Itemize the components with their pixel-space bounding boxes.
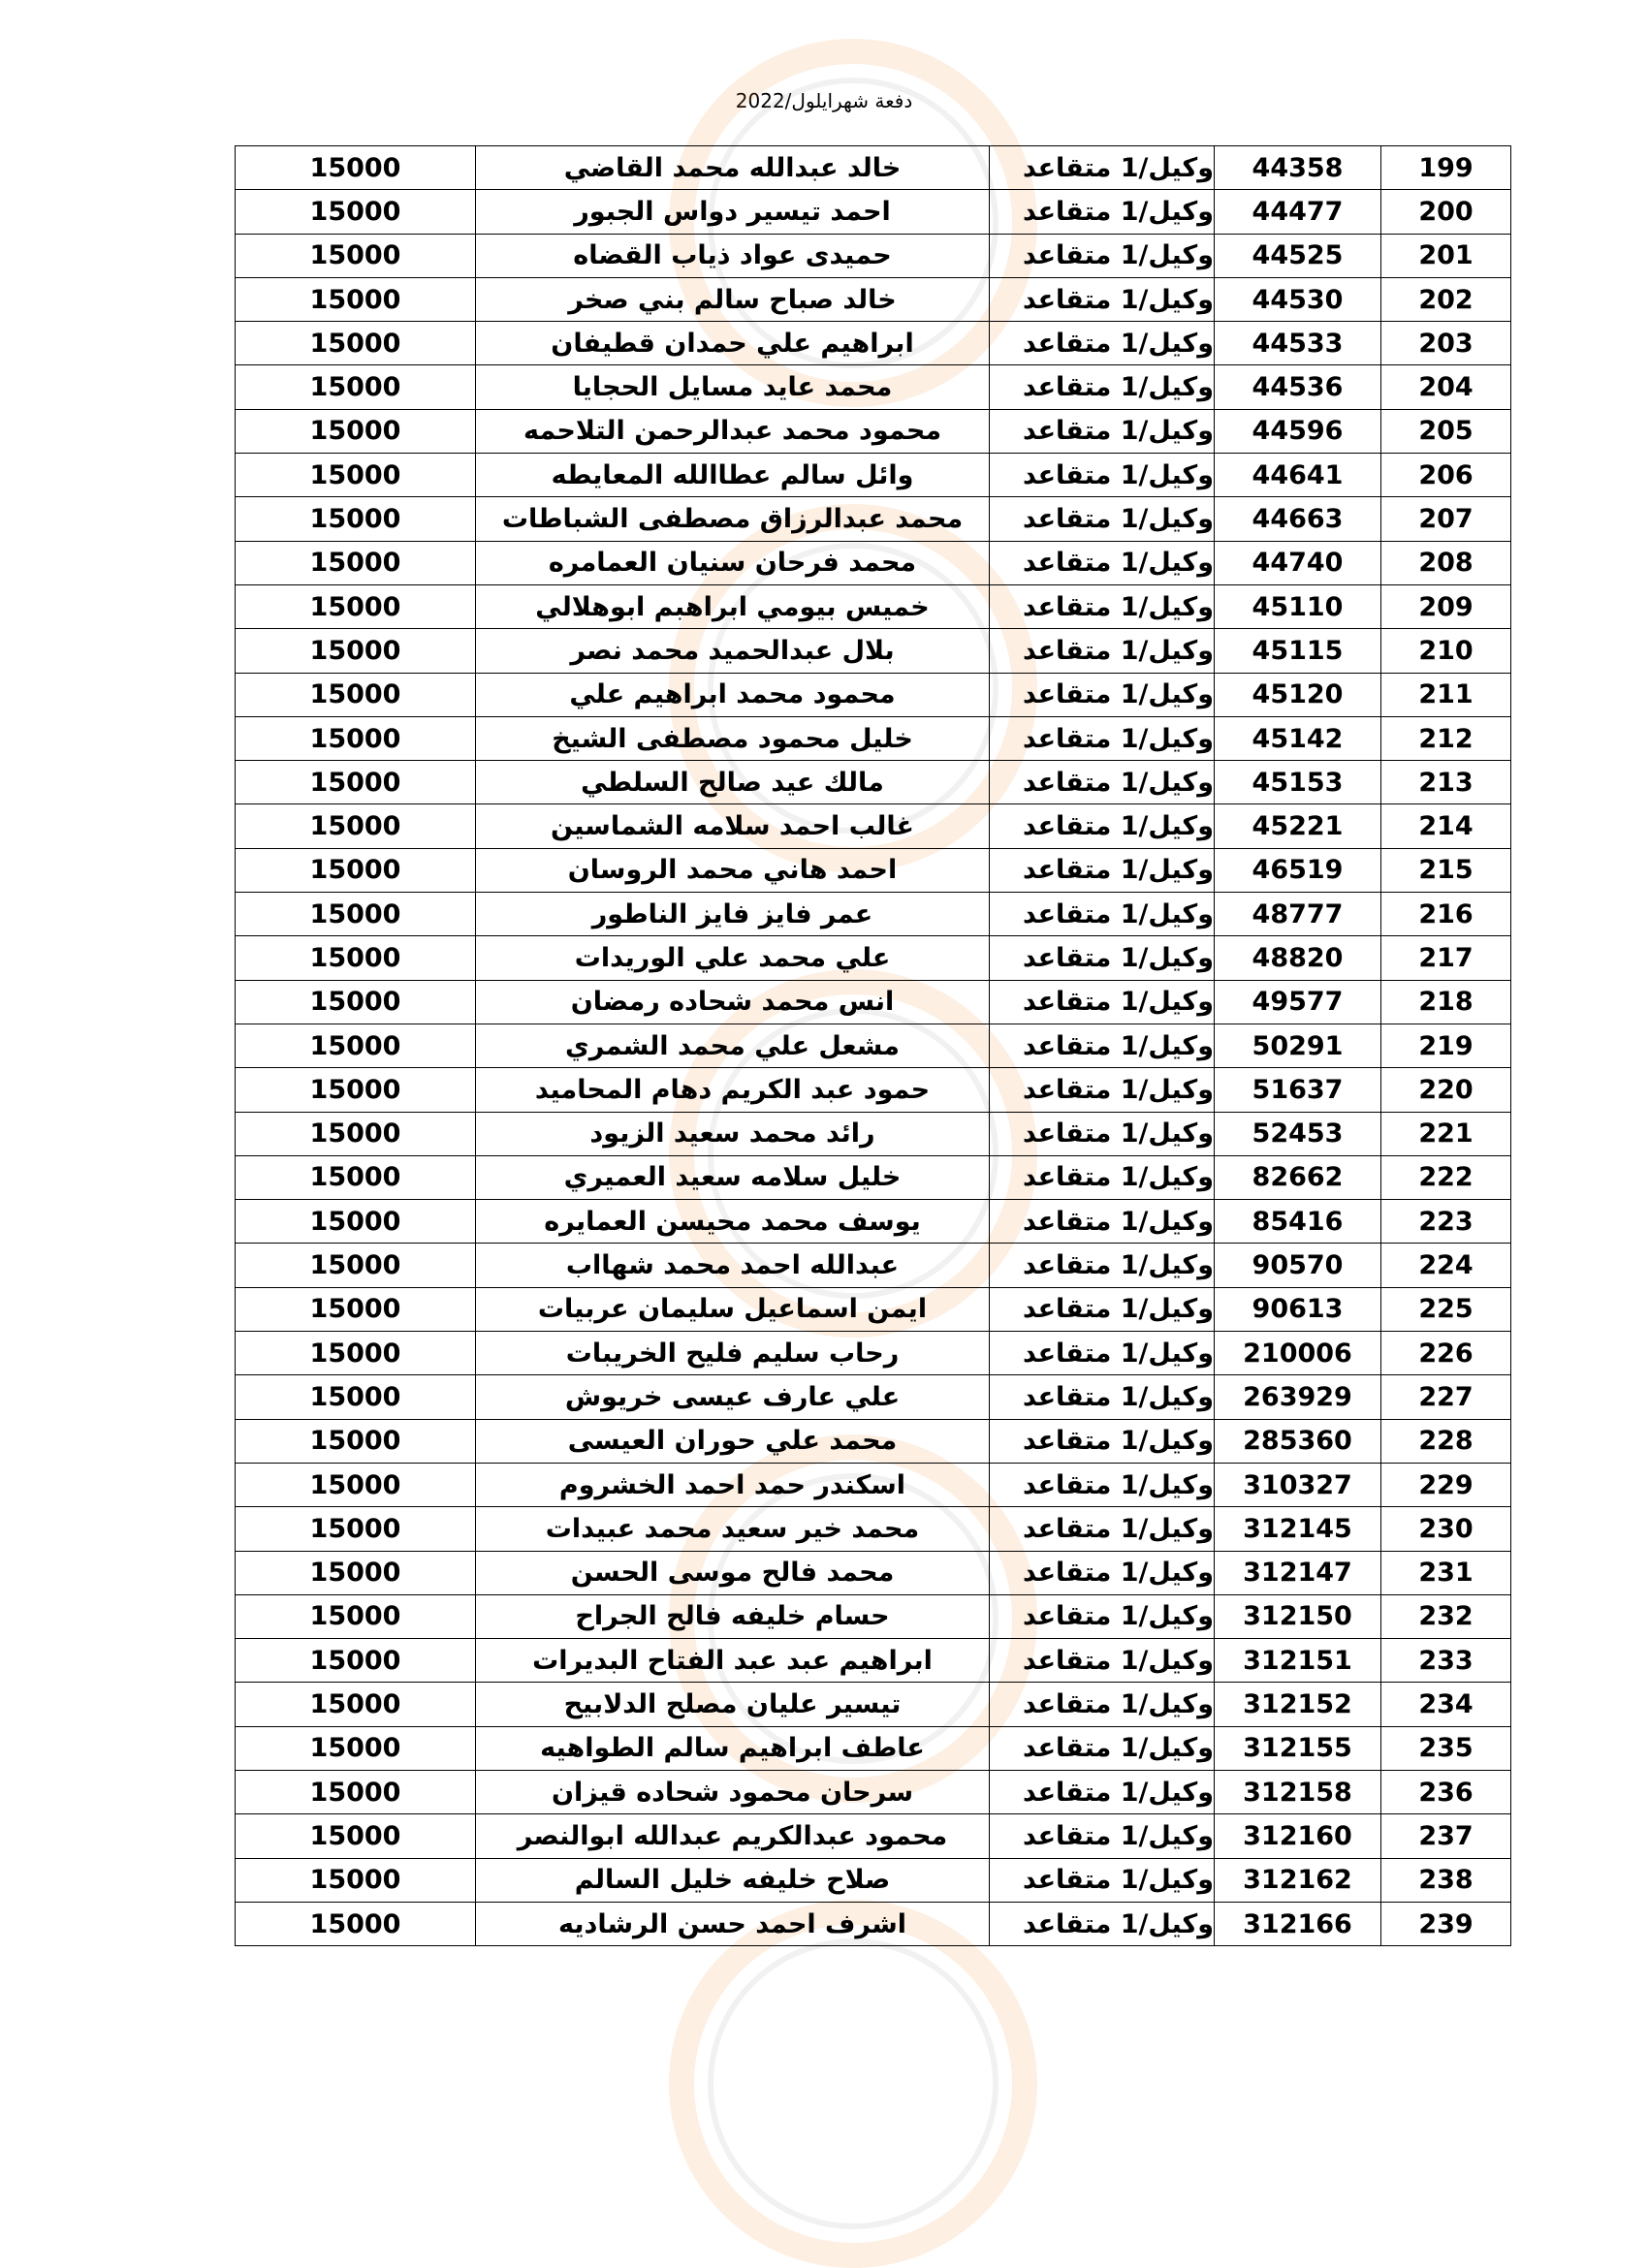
rank-cell: وكيل/1 متقاعد	[990, 1112, 1215, 1155]
rank-cell: وكيل/1 متقاعد	[990, 1814, 1215, 1858]
name-cell: مالك عيد صالح السلطي	[476, 761, 990, 804]
military-number-cell: 44530	[1215, 277, 1381, 321]
amount-cell: 15000	[236, 1683, 476, 1726]
military-number-cell: 263929	[1215, 1375, 1381, 1419]
sequence-cell: 211	[1381, 673, 1511, 716]
amount-cell: 15000	[236, 1419, 476, 1463]
name-cell: احمد هاني محمد الروسان	[476, 848, 990, 892]
amount-cell: 15000	[236, 893, 476, 936]
page-title: دفعة شهرايلول/2022	[735, 89, 913, 112]
sequence-cell: 206	[1381, 454, 1511, 497]
sequence-cell: 201	[1381, 234, 1511, 277]
rank-cell: وكيل/1 متقاعد	[990, 277, 1215, 321]
military-number-cell: 85416	[1215, 1200, 1381, 1244]
table-row	[236, 1683, 1511, 1726]
table-row	[236, 1507, 1511, 1551]
military-number-cell: 48777	[1215, 893, 1381, 936]
watermark-logo	[669, 1900, 1037, 2268]
name-cell: سرحان محمود شحاده قيزان	[476, 1770, 990, 1813]
rank-cell: وكيل/1 متقاعد	[990, 804, 1215, 848]
military-number-cell: 50291	[1215, 1024, 1381, 1067]
name-cell: محمد عبدالرزاق مصطفى الشباطات	[476, 497, 990, 541]
table-row	[236, 673, 1511, 716]
table-row	[236, 541, 1511, 584]
name-cell: اسكندر حمد احمد الخشروم	[476, 1463, 990, 1506]
rank-cell: وكيل/1 متقاعد	[990, 584, 1215, 628]
military-number-cell: 45120	[1215, 673, 1381, 716]
rank-cell: وكيل/1 متقاعد	[990, 629, 1215, 673]
name-cell: محمد علي حوران العيسى	[476, 1419, 990, 1463]
rank-cell: وكيل/1 متقاعد	[990, 190, 1215, 234]
amount-cell: 15000	[236, 1814, 476, 1858]
name-cell: عاطف ابراهيم سالم الطواهيه	[476, 1726, 990, 1770]
table-row	[236, 629, 1511, 673]
table-row	[236, 1594, 1511, 1638]
rank-cell: وكيل/1 متقاعد	[990, 1639, 1215, 1683]
name-cell: خالد عبدالله محمد القاضي	[476, 146, 990, 190]
rank-cell: وكيل/1 متقاعد	[990, 761, 1215, 804]
amount-cell: 15000	[236, 1024, 476, 1067]
rank-cell: وكيل/1 متقاعد	[990, 409, 1215, 453]
amount-cell: 15000	[236, 365, 476, 409]
name-cell: غالب احمد سلامه الشماسين	[476, 804, 990, 848]
table-row	[236, 1244, 1511, 1287]
rank-cell: وكيل/1 متقاعد	[990, 1068, 1215, 1112]
rank-cell: وكيل/1 متقاعد	[990, 234, 1215, 277]
military-number-cell: 312151	[1215, 1639, 1381, 1683]
name-cell: محمود عبدالكريم عبدالله ابوالنصر	[476, 1814, 990, 1858]
name-cell: وائل سالم عطاالله المعايطه	[476, 454, 990, 497]
rank-cell: وكيل/1 متقاعد	[990, 497, 1215, 541]
sequence-cell: 215	[1381, 848, 1511, 892]
amount-cell: 15000	[236, 716, 476, 760]
sequence-cell: 199	[1381, 146, 1511, 190]
sequence-cell: 217	[1381, 936, 1511, 980]
amount-cell: 15000	[236, 1551, 476, 1594]
amount-cell: 15000	[236, 277, 476, 321]
amount-cell: 15000	[236, 234, 476, 277]
sequence-cell: 228	[1381, 1419, 1511, 1463]
military-number-cell: 310327	[1215, 1463, 1381, 1506]
military-number-cell: 44740	[1215, 541, 1381, 584]
table-row	[236, 190, 1511, 234]
rank-cell: وكيل/1 متقاعد	[990, 1594, 1215, 1638]
rank-cell: وكيل/1 متقاعد	[990, 1507, 1215, 1551]
name-cell: خليل سلامه سعيد العميري	[476, 1155, 990, 1199]
table-row	[236, 893, 1511, 936]
military-number-cell: 48820	[1215, 936, 1381, 980]
rank-cell: وكيل/1 متقاعد	[990, 1419, 1215, 1463]
name-cell: تيسير عليان مصلح الدلابيح	[476, 1683, 990, 1726]
name-cell: حمود عبد الكريم دهام المحاميد	[476, 1068, 990, 1112]
military-number-cell: 90570	[1215, 1244, 1381, 1287]
table-row	[236, 1375, 1511, 1419]
military-number-cell: 52453	[1215, 1112, 1381, 1155]
military-number-cell: 45115	[1215, 629, 1381, 673]
sequence-cell: 237	[1381, 1814, 1511, 1858]
amount-cell: 15000	[236, 322, 476, 365]
rank-cell: وكيل/1 متقاعد	[990, 893, 1215, 936]
sequence-cell: 218	[1381, 980, 1511, 1024]
military-number-cell: 312160	[1215, 1814, 1381, 1858]
rank-cell: وكيل/1 متقاعد	[990, 673, 1215, 716]
amount-cell: 15000	[236, 584, 476, 628]
name-cell: علي عارف عيسى خريوش	[476, 1375, 990, 1419]
military-number-cell: 44536	[1215, 365, 1381, 409]
name-cell: رائد محمد سعيد الزيود	[476, 1112, 990, 1155]
rank-cell: وكيل/1 متقاعد	[990, 146, 1215, 190]
rank-cell: وكيل/1 متقاعد	[990, 980, 1215, 1024]
sequence-cell: 239	[1381, 1902, 1511, 1945]
table-row	[236, 761, 1511, 804]
amount-cell: 15000	[236, 1375, 476, 1419]
table-row	[236, 277, 1511, 321]
sequence-cell: 205	[1381, 409, 1511, 453]
sequence-cell: 226	[1381, 1332, 1511, 1375]
sequence-cell: 213	[1381, 761, 1511, 804]
rank-cell: وكيل/1 متقاعد	[990, 1287, 1215, 1331]
name-cell: انس محمد شحاده رمضان	[476, 980, 990, 1024]
name-cell: محمد خير سعيد محمد عبيدات	[476, 1507, 990, 1551]
name-cell: ايمن اسماعيل سليمان عربيات	[476, 1287, 990, 1331]
name-cell: محمد فرحان سنيان العمامره	[476, 541, 990, 584]
sequence-cell: 200	[1381, 190, 1511, 234]
amount-cell: 15000	[236, 190, 476, 234]
name-cell: محمد فالح موسى الحسن	[476, 1551, 990, 1594]
table-row	[236, 1639, 1511, 1683]
rank-cell: وكيل/1 متقاعد	[990, 1200, 1215, 1244]
rank-cell: وكيل/1 متقاعد	[990, 1902, 1215, 1945]
table-row	[236, 454, 1511, 497]
rank-cell: وكيل/1 متقاعد	[990, 454, 1215, 497]
sequence-cell: 238	[1381, 1858, 1511, 1902]
military-number-cell: 285360	[1215, 1419, 1381, 1463]
rank-cell: وكيل/1 متقاعد	[990, 1332, 1215, 1375]
table-row	[236, 322, 1511, 365]
name-cell: حسام خليفه فالح الجراح	[476, 1594, 990, 1638]
amount-cell: 15000	[236, 1858, 476, 1902]
name-cell: مشعل علي محمد الشمري	[476, 1024, 990, 1067]
amount-cell: 15000	[236, 1112, 476, 1155]
table-row	[236, 1858, 1511, 1902]
military-number-cell: 51637	[1215, 1068, 1381, 1112]
rank-cell: وكيل/1 متقاعد	[990, 1024, 1215, 1067]
military-number-cell: 312147	[1215, 1551, 1381, 1594]
sequence-cell: 236	[1381, 1770, 1511, 1813]
military-number-cell: 312166	[1215, 1902, 1381, 1945]
amount-cell: 15000	[236, 1507, 476, 1551]
amount-cell: 15000	[236, 1068, 476, 1112]
table-row	[236, 234, 1511, 277]
rank-cell: وكيل/1 متقاعد	[990, 1375, 1215, 1419]
table-row	[236, 716, 1511, 760]
amount-cell: 15000	[236, 1639, 476, 1683]
sequence-cell: 227	[1381, 1375, 1511, 1419]
military-number-cell: 312152	[1215, 1683, 1381, 1726]
military-number-cell: 45153	[1215, 761, 1381, 804]
amount-cell: 15000	[236, 1332, 476, 1375]
sequence-cell: 233	[1381, 1639, 1511, 1683]
table-row	[236, 1463, 1511, 1506]
table-row	[236, 1024, 1511, 1067]
sequence-cell: 222	[1381, 1155, 1511, 1199]
table-row	[236, 1155, 1511, 1199]
name-cell: محمود محمد عبدالرحمن التلاحمه	[476, 409, 990, 453]
military-number-cell: 82662	[1215, 1155, 1381, 1199]
rank-cell: وكيل/1 متقاعد	[990, 936, 1215, 980]
sequence-cell: 223	[1381, 1200, 1511, 1244]
sequence-cell: 212	[1381, 716, 1511, 760]
amount-cell: 15000	[236, 541, 476, 584]
amount-cell: 15000	[236, 980, 476, 1024]
rank-cell: وكيل/1 متقاعد	[990, 1858, 1215, 1902]
table-row	[236, 1902, 1511, 1945]
name-cell: عمر فايز فايز الناطور	[476, 893, 990, 936]
amount-cell: 15000	[236, 454, 476, 497]
amount-cell: 15000	[236, 146, 476, 190]
table-row	[236, 1814, 1511, 1858]
name-cell: ابراهيم عبد عبد الفتاح البديرات	[476, 1639, 990, 1683]
table-row	[236, 1332, 1511, 1375]
name-cell: يوسف محمد محيسن العمايره	[476, 1200, 990, 1244]
military-number-cell: 45221	[1215, 804, 1381, 848]
table-row	[236, 1419, 1511, 1463]
amount-cell: 15000	[236, 1902, 476, 1945]
military-number-cell: 44641	[1215, 454, 1381, 497]
name-cell: احمد تيسير دواس الجبور	[476, 190, 990, 234]
sequence-cell: 202	[1381, 277, 1511, 321]
military-number-cell: 44525	[1215, 234, 1381, 277]
amount-cell: 15000	[236, 1155, 476, 1199]
table-row	[236, 848, 1511, 892]
sequence-cell: 220	[1381, 1068, 1511, 1112]
table-row	[236, 980, 1511, 1024]
amount-cell: 15000	[236, 804, 476, 848]
name-cell: خالد صباح سالم بني صخر	[476, 277, 990, 321]
military-number-cell: 312158	[1215, 1770, 1381, 1813]
amount-cell: 15000	[236, 1200, 476, 1244]
table-row	[236, 409, 1511, 453]
rank-cell: وكيل/1 متقاعد	[990, 1463, 1215, 1506]
rank-cell: وكيل/1 متقاعد	[990, 541, 1215, 584]
sequence-cell: 231	[1381, 1551, 1511, 1594]
amount-cell: 15000	[236, 1244, 476, 1287]
sequence-cell: 230	[1381, 1507, 1511, 1551]
name-cell: محمد عايد مسايل الحجايا	[476, 365, 990, 409]
sequence-cell: 204	[1381, 365, 1511, 409]
sequence-cell: 219	[1381, 1024, 1511, 1067]
table-row	[236, 936, 1511, 980]
rank-cell: وكيل/1 متقاعد	[990, 1551, 1215, 1594]
rank-cell: وكيل/1 متقاعد	[990, 1683, 1215, 1726]
military-number-cell: 312150	[1215, 1594, 1381, 1638]
rank-cell: وكيل/1 متقاعد	[990, 322, 1215, 365]
table-row	[236, 1200, 1511, 1244]
name-cell: رحاب سليم فليح الخريبات	[476, 1332, 990, 1375]
name-cell: محمود محمد ابراهيم علي	[476, 673, 990, 716]
military-number-cell: 44358	[1215, 146, 1381, 190]
table-row	[236, 146, 1511, 190]
table-row	[236, 1770, 1511, 1813]
sequence-cell: 209	[1381, 584, 1511, 628]
table-row	[236, 1068, 1511, 1112]
table-body	[236, 146, 1511, 1946]
military-number-cell: 44477	[1215, 190, 1381, 234]
sequence-cell: 208	[1381, 541, 1511, 584]
table-row	[236, 1551, 1511, 1594]
name-cell: ابراهيم علي حمدان قطيفان	[476, 322, 990, 365]
name-cell: بلال عبدالحميد محمد نصر	[476, 629, 990, 673]
military-number-cell: 312145	[1215, 1507, 1381, 1551]
sequence-cell: 225	[1381, 1287, 1511, 1331]
rank-cell: وكيل/1 متقاعد	[990, 1244, 1215, 1287]
table-row	[236, 804, 1511, 848]
payment-table	[235, 145, 1511, 1946]
rank-cell: وكيل/1 متقاعد	[990, 1726, 1215, 1770]
name-cell: عبدالله احمد محمد شهااب	[476, 1244, 990, 1287]
rank-cell: وكيل/1 متقاعد	[990, 1155, 1215, 1199]
table-row	[236, 584, 1511, 628]
sequence-cell: 229	[1381, 1463, 1511, 1506]
amount-cell: 15000	[236, 1726, 476, 1770]
military-number-cell: 45110	[1215, 584, 1381, 628]
amount-cell: 15000	[236, 1287, 476, 1331]
sequence-cell: 216	[1381, 893, 1511, 936]
amount-cell: 15000	[236, 761, 476, 804]
name-cell: خميس بيومي ابراهبم ابوهلالي	[476, 584, 990, 628]
amount-cell: 15000	[236, 409, 476, 453]
amount-cell: 15000	[236, 1463, 476, 1506]
military-number-cell: 312155	[1215, 1726, 1381, 1770]
table-row	[236, 365, 1511, 409]
sequence-cell: 214	[1381, 804, 1511, 848]
military-number-cell: 44663	[1215, 497, 1381, 541]
amount-cell: 15000	[236, 848, 476, 892]
rank-cell: وكيل/1 متقاعد	[990, 365, 1215, 409]
name-cell: حميدى عواد ذياب القضاه	[476, 234, 990, 277]
sequence-cell: 203	[1381, 322, 1511, 365]
amount-cell: 15000	[236, 936, 476, 980]
amount-cell: 15000	[236, 1770, 476, 1813]
rank-cell: وكيل/1 متقاعد	[990, 848, 1215, 892]
sequence-cell: 224	[1381, 1244, 1511, 1287]
sequence-cell: 207	[1381, 497, 1511, 541]
military-number-cell: 210006	[1215, 1332, 1381, 1375]
name-cell: اشرف احمد حسن الرشاديه	[476, 1902, 990, 1945]
amount-cell: 15000	[236, 673, 476, 716]
table-row	[236, 1112, 1511, 1155]
sequence-cell: 234	[1381, 1683, 1511, 1726]
military-number-cell: 49577	[1215, 980, 1381, 1024]
sequence-cell: 235	[1381, 1726, 1511, 1770]
amount-cell: 15000	[236, 629, 476, 673]
table-row	[236, 497, 1511, 541]
military-number-cell: 44596	[1215, 409, 1381, 453]
amount-cell: 15000	[236, 497, 476, 541]
sequence-cell: 221	[1381, 1112, 1511, 1155]
name-cell: علي محمد علي الوريدات	[476, 936, 990, 980]
table-row	[236, 1287, 1511, 1331]
rank-cell: وكيل/1 متقاعد	[990, 716, 1215, 760]
military-number-cell: 90613	[1215, 1287, 1381, 1331]
military-number-cell: 44533	[1215, 322, 1381, 365]
rank-cell: وكيل/1 متقاعد	[990, 1770, 1215, 1813]
amount-cell: 15000	[236, 1594, 476, 1638]
name-cell: صلاح خليفه خليل السالم	[476, 1858, 990, 1902]
military-number-cell: 45142	[1215, 716, 1381, 760]
military-number-cell: 312162	[1215, 1858, 1381, 1902]
table-row	[236, 1726, 1511, 1770]
name-cell: خليل محمود مصطفى الشيخ	[476, 716, 990, 760]
military-number-cell: 46519	[1215, 848, 1381, 892]
sequence-cell: 210	[1381, 629, 1511, 673]
sequence-cell: 232	[1381, 1594, 1511, 1638]
